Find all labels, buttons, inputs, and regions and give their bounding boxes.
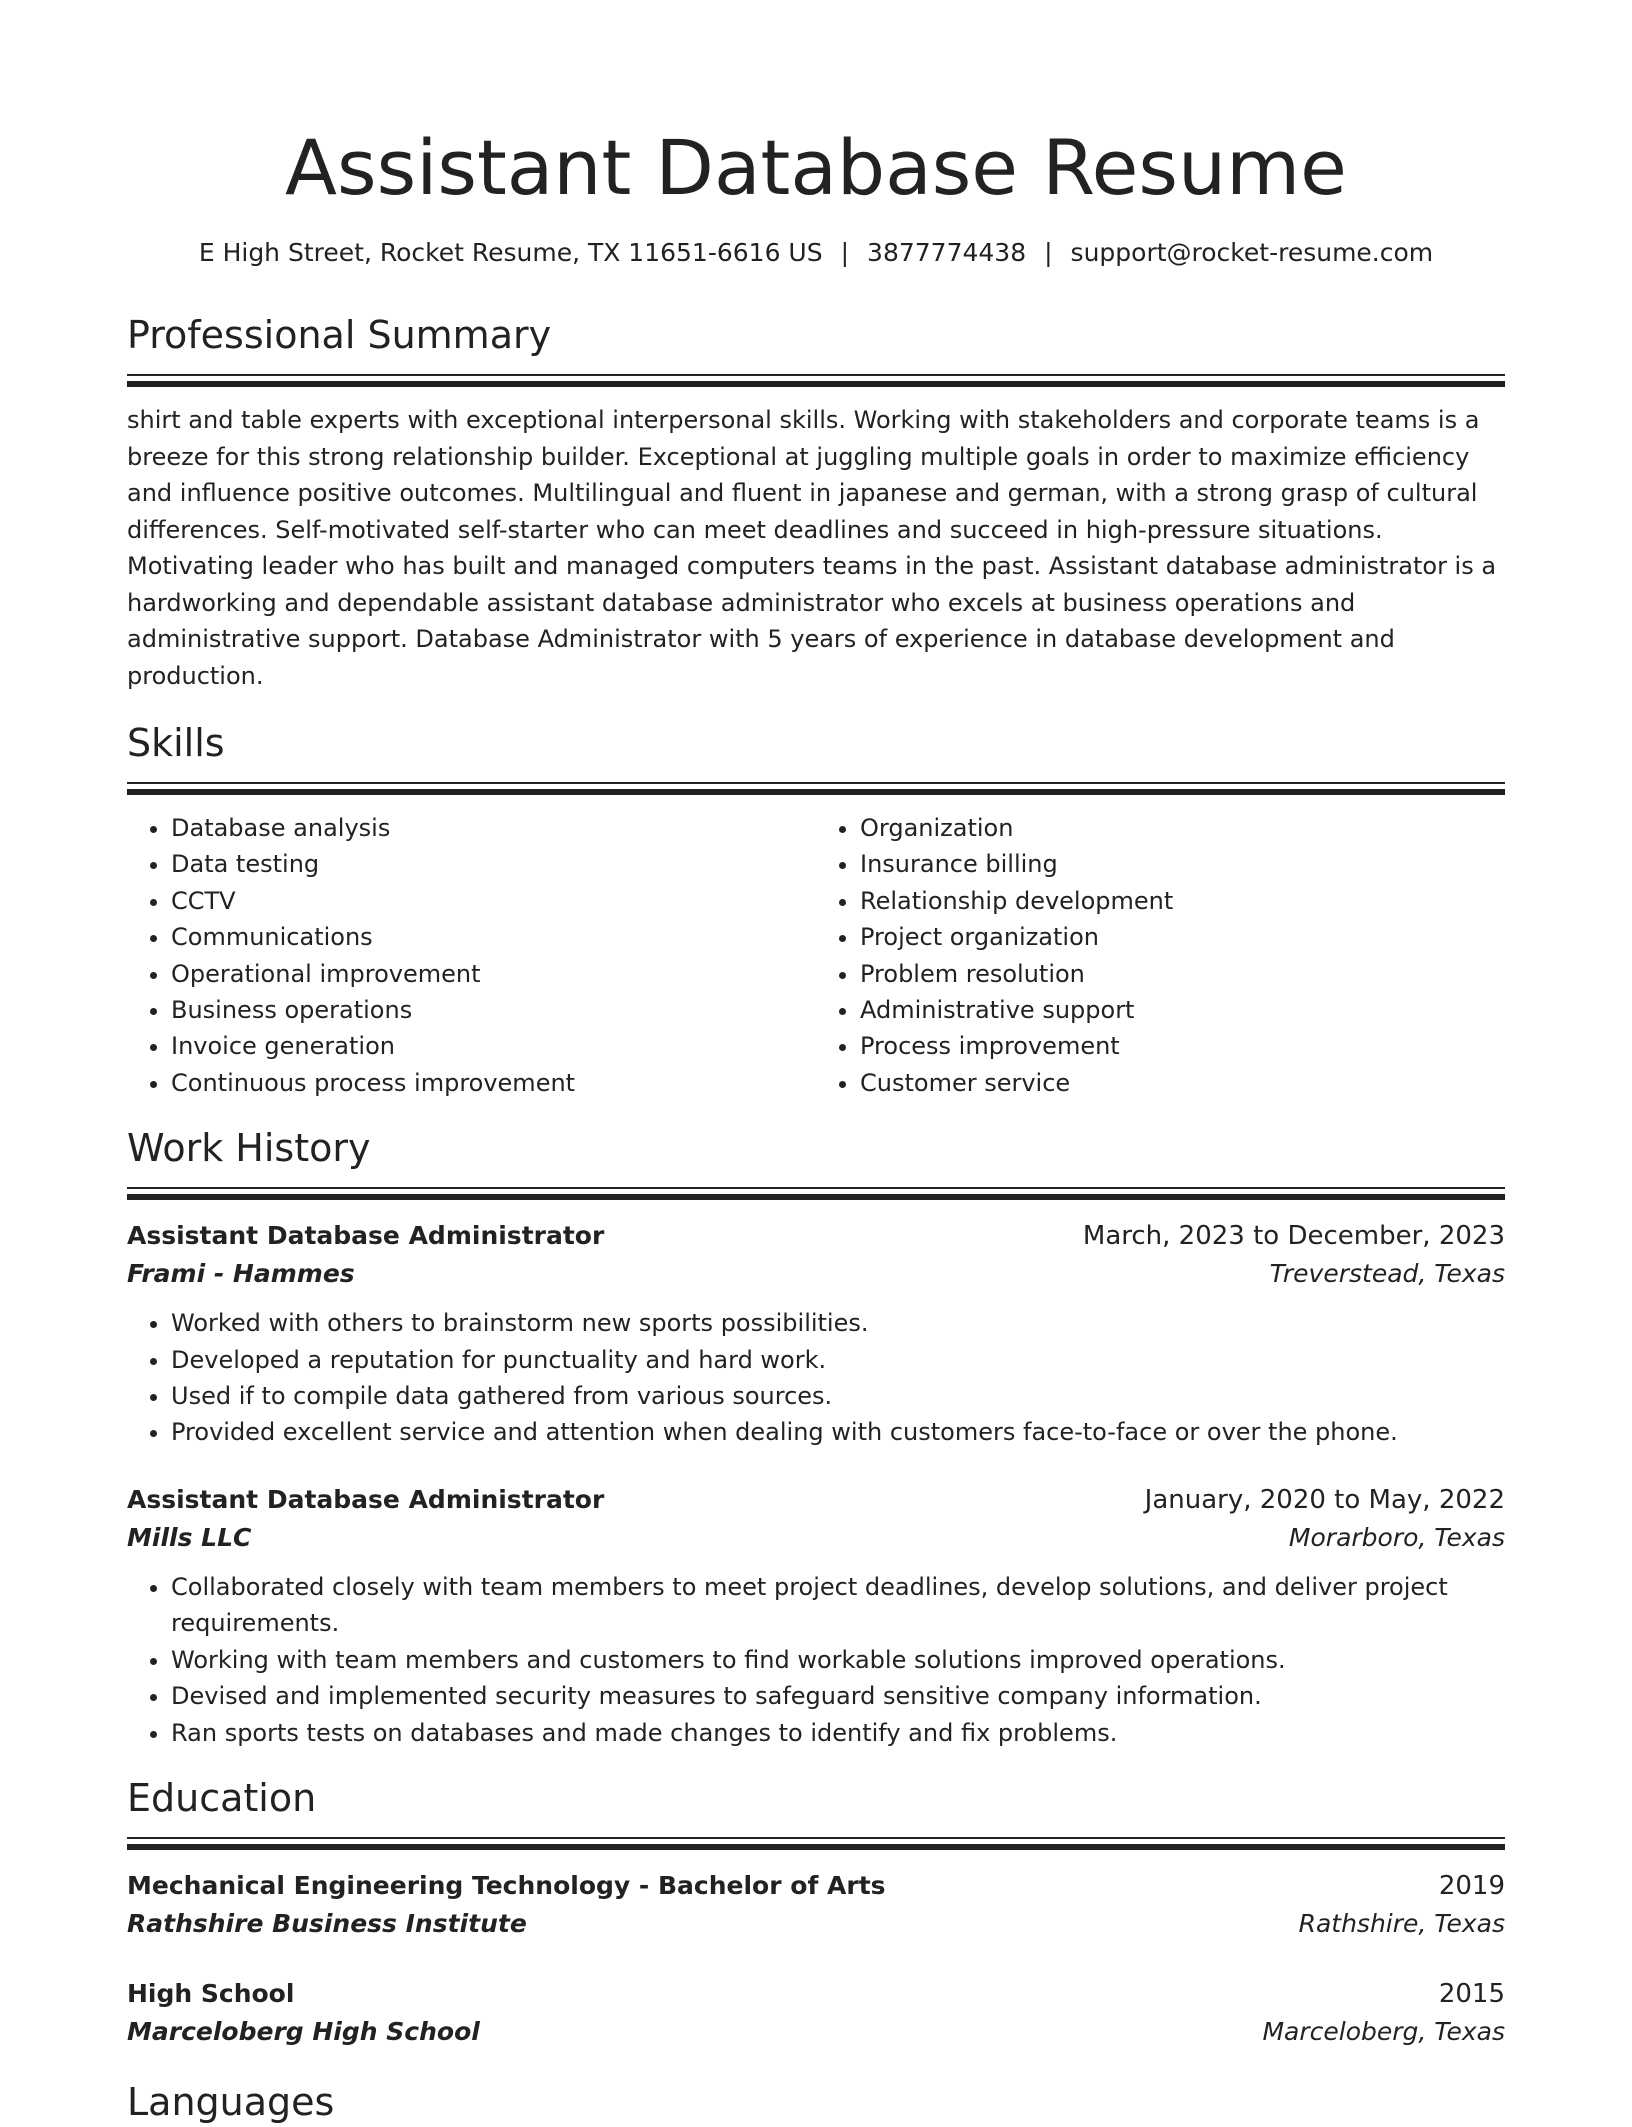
skill-item: • Customer service — [860, 1065, 1505, 1101]
education-school: Rathshire Business Institute — [127, 1908, 527, 1938]
education-year: 2015 — [1438, 1978, 1505, 2009]
contact-line — [127, 236, 1505, 270]
skill-item: • Organization — [860, 810, 1505, 846]
job-location: Morarboro, Texas — [1288, 1522, 1505, 1552]
education-degree: Mechanical Engineering Technology - Bachelor of Arts — [127, 1870, 886, 1900]
skill-item: • Project organization — [860, 919, 1505, 955]
summary-text: shirt and table experts with exceptional interpersonal skills. Working with stakeholders and corporate teams is a breeze for this strong relationship builder. Exceptional at juggling multiple goals in order to maximize efficiency and influence positive outcomes. Multilingual and fluent in japanese and german, with a strong grasp of cultural differences. Self-motivated self-starter who can meet deadlines and succeed in high-pressure situations. Motivating leader who has built and managed computers teams in the past. Assistant database administrator is a hardworking and dependable assistant database administrator who excels at business operations and administrative support. Database Administrator with 5 years of experience in database development and production. — [127, 406, 1497, 690]
job-entry — [127, 1481, 1505, 1751]
job-dates: January, 2020 to May, 2022 — [1144, 1484, 1505, 1515]
work-section — [127, 1123, 1505, 1751]
skill-item: • Communications — [171, 919, 816, 955]
job-bullet: • Ran sports tests on databases and made changes to identify and fix problems. — [171, 1715, 1505, 1751]
job-entry — [127, 1217, 1505, 1451]
education-location: Marceloberg, Texas — [1262, 2016, 1505, 2046]
education-degree: High School — [127, 1978, 295, 2008]
skill-item: • Database analysis — [171, 810, 816, 846]
education-school: Marceloberg High School — [127, 2016, 480, 2046]
resume-name: Assistant Database Resume — [285, 123, 1347, 212]
skills-title: Skills — [127, 721, 225, 765]
skills-left-list — [127, 810, 816, 1101]
skill-item: • Administrative support — [860, 992, 1505, 1028]
skill-item: • CCTV — [171, 883, 816, 919]
education-entry — [127, 1975, 1505, 2051]
job-company: Mills LLC — [127, 1522, 252, 1552]
education-header — [127, 1975, 1505, 2013]
job-title: Assistant Database Administrator — [127, 1484, 605, 1514]
contact-phone: 3877774438 — [867, 238, 1027, 267]
education-location: Rathshire, Texas — [1298, 1908, 1505, 1938]
job-dates: March, 2023 to December, 2023 — [1082, 1221, 1505, 1252]
education-subheader — [127, 1905, 1505, 1943]
skill-item: • Process improvement — [860, 1028, 1505, 1064]
education-title: Education — [127, 1775, 317, 1820]
job-subheader — [127, 1519, 1505, 1557]
job-bullet: • Worked with others to brainstorm new sports possibilities. — [171, 1305, 1505, 1341]
skill-item: • Invoice generation — [171, 1028, 816, 1064]
job-subheader — [127, 1255, 1505, 1293]
job-bullet: • Developed a reputation for punctuality and hard work. — [171, 1342, 1505, 1378]
skills-section — [127, 718, 1505, 1101]
education-section — [127, 1773, 1505, 2051]
job-company: Frami - Hammes — [127, 1259, 355, 1289]
job-bullet: • Provided excellent service and attention when dealing with customers face-to-face or over the phone. — [171, 1414, 1505, 1450]
contact-email: support@rocket-resume.com — [1070, 238, 1434, 267]
job-bullets — [127, 1305, 1505, 1451]
job-bullet: • Devised and implemented security measures to safeguard sensitive company information. — [171, 1678, 1505, 1714]
section-divider — [127, 782, 1505, 796]
skill-item: • Continuous process improvement — [171, 1065, 816, 1101]
skill-item: • Business operations — [171, 992, 816, 1028]
job-header — [127, 1217, 1505, 1255]
languages-section — [127, 2077, 1505, 2127]
job-bullets — [127, 1569, 1505, 1751]
languages-title: Languages — [127, 2079, 335, 2124]
education-entry — [127, 1867, 1505, 1943]
summary-section — [127, 310, 1505, 694]
section-divider — [127, 1837, 1505, 1851]
contact-address: E High Street, Rocket Resume, TX 11651-6616 US — [198, 238, 823, 267]
education-header — [127, 1867, 1505, 1905]
skills-right-list — [816, 810, 1505, 1101]
job-bullet: • Working with team members and customers to find workable solutions improved operations. — [171, 1642, 1505, 1678]
job-bullet: • Used if to compile data gathered from various sources. — [171, 1378, 1505, 1414]
summary-title: Professional Summary — [127, 313, 552, 357]
skill-item: • Insurance billing — [860, 846, 1505, 882]
skill-item: • Data testing — [171, 846, 816, 882]
section-divider — [127, 1187, 1505, 1201]
job-bullet: • Collaborated closely with team members to meet project deadlines, develop solutions, and deliver project requirements. — [171, 1569, 1505, 1642]
education-subheader — [127, 2013, 1505, 2051]
contact-separator: | — [840, 238, 850, 267]
skill-item: • Operational improvement — [171, 956, 816, 992]
section-divider — [127, 374, 1505, 388]
skill-item: • Problem resolution — [860, 956, 1505, 992]
job-title: Assistant Database Administrator — [127, 1221, 605, 1251]
skill-item: • Relationship development — [860, 883, 1505, 919]
work-title: Work History — [127, 1126, 371, 1171]
education-year: 2019 — [1438, 1870, 1505, 1901]
job-location: Treverstead, Texas — [1269, 1259, 1505, 1289]
job-header — [127, 1481, 1505, 1519]
contact-separator: | — [1044, 238, 1053, 267]
skills-columns — [127, 810, 1505, 1101]
